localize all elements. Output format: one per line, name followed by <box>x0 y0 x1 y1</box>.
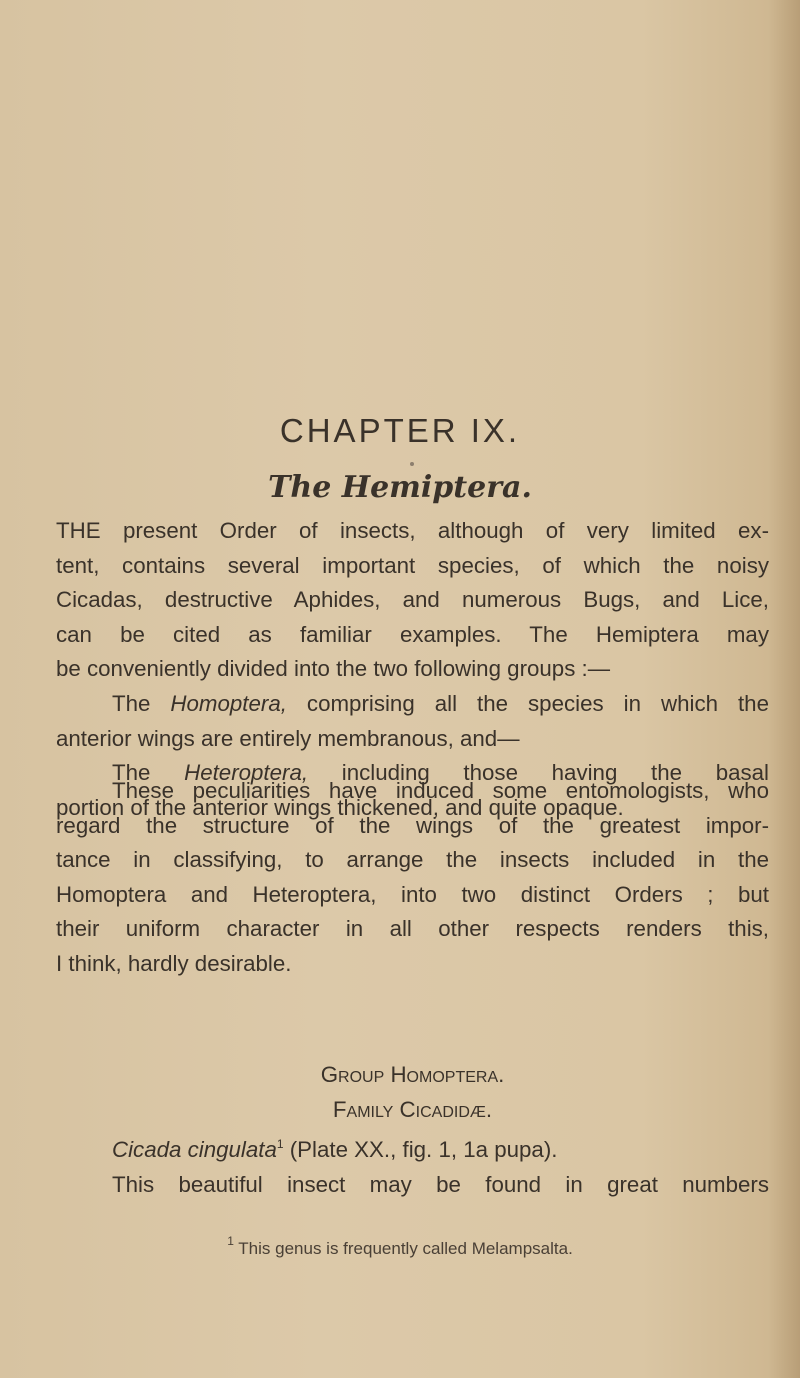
peculiarities-paragraph <box>56 774 769 982</box>
text-line: their uniform character in all other respects renders this, <box>56 916 769 942</box>
footnote-number: 1 <box>227 1234 234 1248</box>
text-line: THE present Order of insects, although of very limited ex- <box>56 518 769 543</box>
heteroptera-term: Heteroptera, <box>184 760 309 786</box>
footnote <box>0 1234 800 1259</box>
heteroptera-line: The Heteroptera, including those having the basal <box>112 760 769 786</box>
homoptera-line: The Homoptera, comprising all the species in which the <box>112 690 769 716</box>
species-name: Cicada cingulata <box>112 1137 277 1163</box>
ornament-dot <box>410 462 414 466</box>
classification-section <box>56 1058 769 1202</box>
text-line: portion of the anterior wings thickened, and quite opaque. <box>56 794 624 820</box>
text-line: Homoptera and Heteroptera, into two distinct Orders ; but <box>56 881 769 907</box>
species-line: Cicada cingulata$^1$ (Plate XX., fig. 1, 1a pupa). <box>112 1137 558 1163</box>
text-line: These peculiarities have induced some entomologists, who <box>112 778 769 803</box>
homoptera-term: Homoptera, <box>170 690 287 716</box>
text-line: anterior wings are entirely membranous, and— <box>56 725 520 751</box>
footnote-marker: 1 <box>276 1137 284 1152</box>
text-line: can be cited as familiar examples. The Hemiptera may <box>56 621 769 647</box>
chapter-subtitle: The Hemiptera. <box>268 470 532 505</box>
chapter-heading: CHAPTER IX. <box>279 412 521 449</box>
group-heading: Group Homoptera. <box>320 1062 505 1087</box>
text-line: Cicadas, destructive Aphides, and numerous Bugs, and Lice, <box>56 587 769 613</box>
text-line: regard the structure of the wings of the greatest impor- <box>56 812 769 838</box>
text-line: This beautiful insect may be found in great numbers <box>112 1171 769 1197</box>
footnote-text: This genus is frequently called Melampsalta. <box>233 1239 573 1258</box>
text-line: tent, contains several important species, of which the noisy <box>56 552 769 578</box>
family-heading: Family Cicadidæ. <box>332 1096 493 1122</box>
text-line: be conveniently divided into the two following groups :— <box>56 656 611 682</box>
text-line: tance in classifying, to arrange the insects included in the <box>56 847 769 873</box>
text-line: I think, hardly desirable. <box>56 950 292 976</box>
